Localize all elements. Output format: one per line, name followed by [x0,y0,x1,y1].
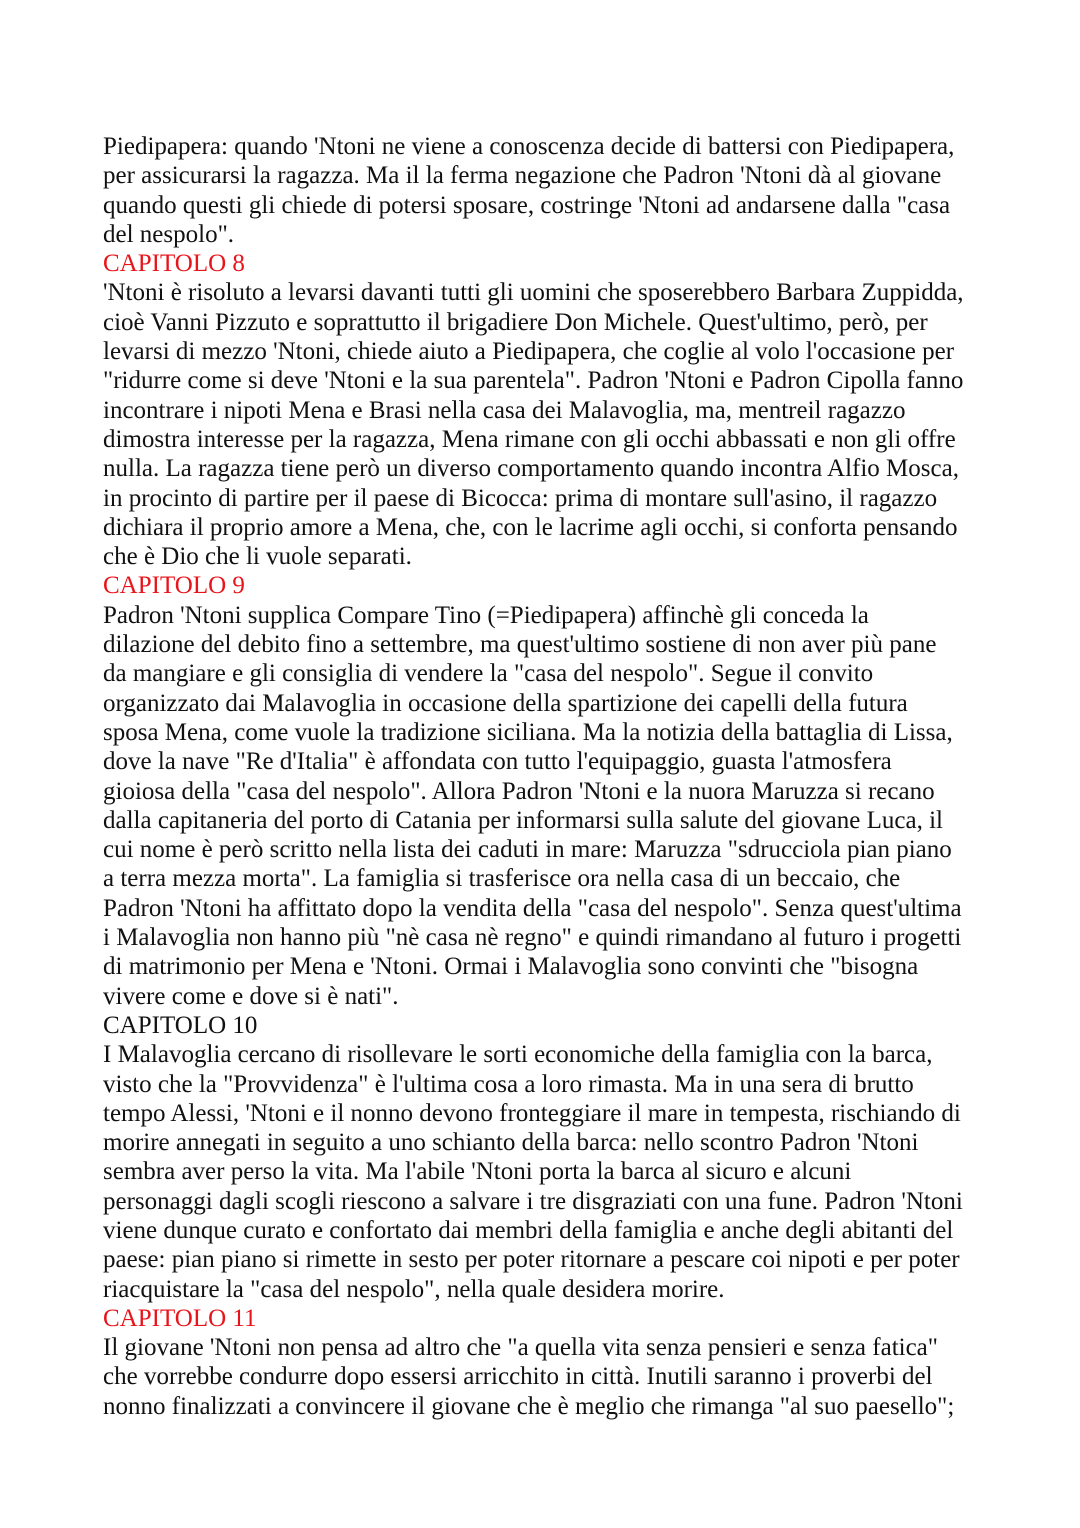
chapter-11-heading: CAPITOLO 11 [103,1304,257,1332]
chapter-8-text: 'Ntoni è risoluto a levarsi davanti tutti gli uomini che sposerebbero Barbara Zuppidda, cioè Vanni Pizzuto e soprattutto il brigadiere Don Michele. Quest'ultimo, però, per levarsi di mezzo 'Ntoni, chiede aiuto a Piedipapera, che coglie al volo l'occasione per "ridurre come si deve 'Ntoni e la sua parentela". Padron 'Ntoni e Padron Cipolla fanno incontrare i nipoti Mena e Brasi nella casa dei Malavoglia, ma, mentreil ragazzo dimostra interesse per la ragazza, Mena rimane con gli occhi abbassati e non gli offre nulla. La ragazza tiene però un diverso comportamento quando incontra Alfio Mosca, in procinto di partire per il paese di Bicocca: prima di montare sull'asino, il ragazzo dichiara il proprio amore a Mena, che, con le lacrime agli occhi, si conforta pensando che è Dio che li vuole separati. [103,279,964,571]
intro-paragraph: Piedipapera: quando 'Ntoni ne viene a conoscenza decide di battersi con Piedipapera, per assicurarsi la ragazza. Ma il la ferma negazione che Padron 'Ntoni dà al giovane quando questi gli chiede di potersi sposare, costringe 'Ntoni ad andarsene dalla "casa del nespolo". [103,133,955,248]
chapter-11-text: Il giovane 'Ntoni non pensa ad altro che "a quella vita senza pensieri e senza fatica" che vorrebbe condurre dopo essersi arricchito in città. Inutili saranno i proverbi del nonno finalizzati a convincere il giovane che è meglio che rimanga "al suo paesello"; [103,1334,955,1420]
chapter-9-heading: CAPITOLO 9 [103,572,245,600]
chapter-9-text: Padron 'Ntoni supplica Compare Tino (=Piedipapera) affinchè gli conceda la dilazione del debito fino a settembre, ma quest'ultimo sostiene di non aver più pane da mangiare e gli consiglia di vendere la "casa del nespolo". Segue il convito organizzato dai Malavoglia in occasione della spartizione dei capelli della futura sposa Mena, come vuole la tradizione siciliana. Ma la notizia della battaglia di Lissa, dove la nave "Re d'Italia" è affondata con tutto l'equipaggio, guasta l'atmosfera gioiosa della "casa del nespolo". Allora Padron 'Ntoni e la nuora Maruzza si recano dalla capitaneria del porto di Catania per informarsi sulla salute del giovane Luca, il cui nome è però scritto nella lista dei caduti in mare: Maruzza "sdrucciola pian piano a terra mezza morta". La famiglia si trasferisce ora nella casa di un beccaio, che Padron 'Ntoni ha affittato dopo la vendita della "casa del nespolo". Senza quest'ultima i Malavoglia non hanno più "nè casa nè regno" e quindi rimandano al futuro i progetti di matrimonio per Mena e 'Ntoni. Ormai i Malavoglia sono convinti che "bisogna vivere come e dove si è nati". [103,601,962,1010]
chapter-8-heading: CAPITOLO 8 [103,250,245,278]
document-page [103,132,1003,1421]
chapter-10-heading: CAPITOLO 10 [103,1011,258,1039]
chapter-10-text: I Malavoglia cercano di risollevare le sorti economiche della famiglia con la barca, visto che la "Provvidenza" è l'ultima cosa a loro rimasta. Ma in una sera di brutto tempo Alessi, 'Ntoni e il nonno devono fronteggiare il mare in tempesta, rischiando di morire annegati in seguito a uno schianto della barca: nello scontro Padron 'Ntoni sembra aver perso la vita. Ma l'abile 'Ntoni porta la barca al sicuro e alcuni personaggi dagli scogli riescono a salvare i tre disgraziati con una fune. Padron 'Ntoni viene dunque curato e confortato dai membri della famiglia e anche degli abitanti del paese: pian piano si rimette in sesto per poter ritornare a pescare coi nipoti e per poter riacquistare la "casa del nespolo", nella quale desidera morire. [103,1041,963,1303]
